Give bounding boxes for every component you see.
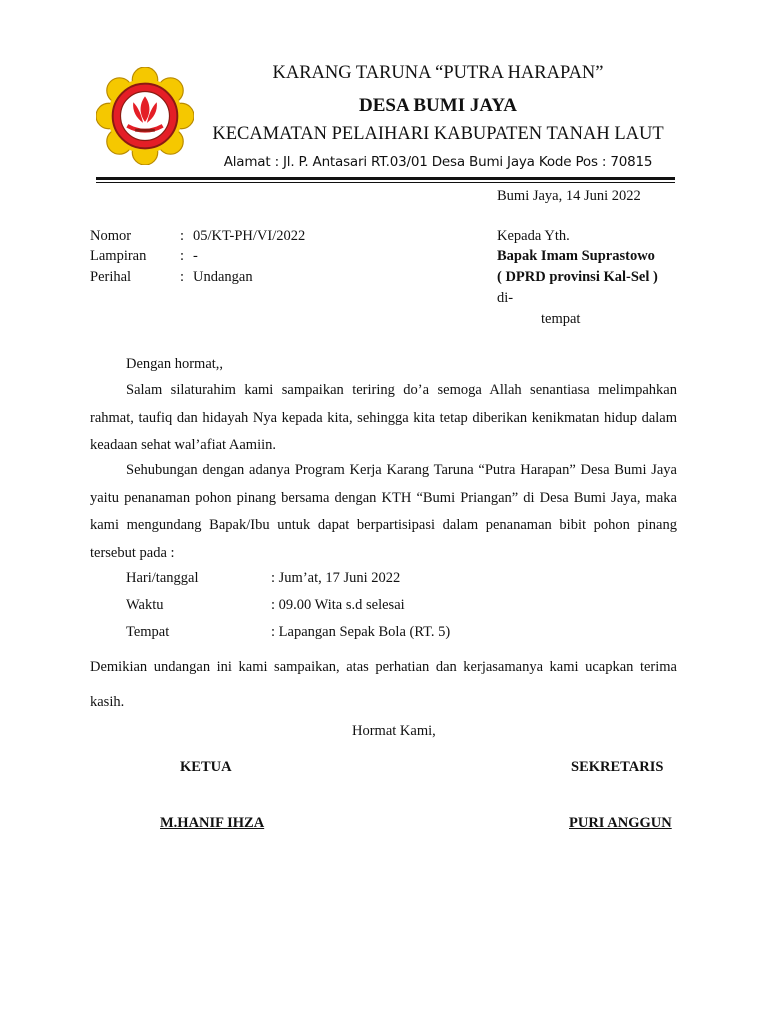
body-paragraph-2: Sehubungan dengan adanya Program Kerja Karang Taruna “Putra Harapan” Desa Bumi Jaya yaitu penanaman pohon pinang bersama dengan KTH “Bumi Priangan” di Desa Bumi Jaya, maka kami mengundang Bapak/Ibu untuk dapat berpartisipasi dalam penanaman bibit pohon pinang tersebut pada : <box>90 462 677 561</box>
signature-title-left: KETUA <box>180 759 232 775</box>
info-value-perihal: Undangan <box>193 269 253 285</box>
schedule-value-day: : Jum’at, 17 Juni 2022 <box>271 570 401 586</box>
body-paragraph-1: Salam silaturahim kami sampaikan teriring do’a semoga Allah senantiasa melimpahkan rahmat, taufiq dan hidayah Nya kepada kita, sehingga kita tetap diberikan kenikmatan hidup dalam keadaan sehat wal’afiat Aamiin. <box>90 382 677 453</box>
info-sep: : <box>180 228 185 244</box>
info-label-lampiran: Lampiran <box>90 248 147 264</box>
info-label-perihal: Perihal <box>90 269 132 285</box>
signature-name-right: PURI ANGGUN <box>569 815 672 831</box>
recipient-place: tempat <box>541 311 581 327</box>
recipient-position: ( DPRD provinsi Kal-Sel ) <box>497 269 658 285</box>
letterhead-divider <box>96 177 675 180</box>
recipient-greeting: Kepada Yth. <box>497 228 570 244</box>
schedule-value-place: : Lapangan Sepak Bola (RT. 5) <box>271 624 451 640</box>
schedule-label-place: Tempat <box>126 624 170 640</box>
regards: Hormat Kami, <box>352 723 436 739</box>
village-name: DESA BUMI JAYA <box>358 95 518 116</box>
org-name: KARANG TARUNA “PUTRA HARAPAN” <box>272 63 604 83</box>
info-value-nomor: 05/KT-PH/VI/2022 <box>193 228 306 244</box>
info-value-lampiran: - <box>193 248 198 264</box>
signature-name-left: M.HANIF IHZA <box>160 815 265 831</box>
info-sep: : <box>180 269 185 285</box>
district-name: KECAMATAN PELAIHARI KABUPATEN TANAH LAUT <box>212 124 664 144</box>
schedule-value-time: : 09.00 Wita s.d selesai <box>271 597 405 613</box>
closing-paragraph: Demikian undangan ini kami sampaikan, atas perhatian dan kerjasamanya kami ucapkan terima kasih. <box>90 659 677 710</box>
signature-title-right: SEKRETARIS <box>571 759 664 775</box>
schedule-label-day: Hari/tanggal <box>126 570 199 586</box>
salutation: Dengan hormat,, <box>126 356 224 372</box>
info-label-nomor: Nomor <box>90 228 132 244</box>
schedule-label-time: Waktu <box>126 597 164 613</box>
org-address: Alamat : Jl. P. Antasari RT.03/01 Desa Bumi Jaya Kode Pos : 70815 <box>223 154 653 170</box>
info-sep: : <box>180 248 185 264</box>
recipient-di: di- <box>497 290 514 306</box>
karang-taruna-logo-icon <box>96 67 194 165</box>
letterhead-divider-thin <box>96 182 675 183</box>
recipient-name: Bapak Imam Suprastowo <box>497 248 655 264</box>
date-place: Bumi Jaya, 14 Juni 2022 <box>497 188 641 204</box>
